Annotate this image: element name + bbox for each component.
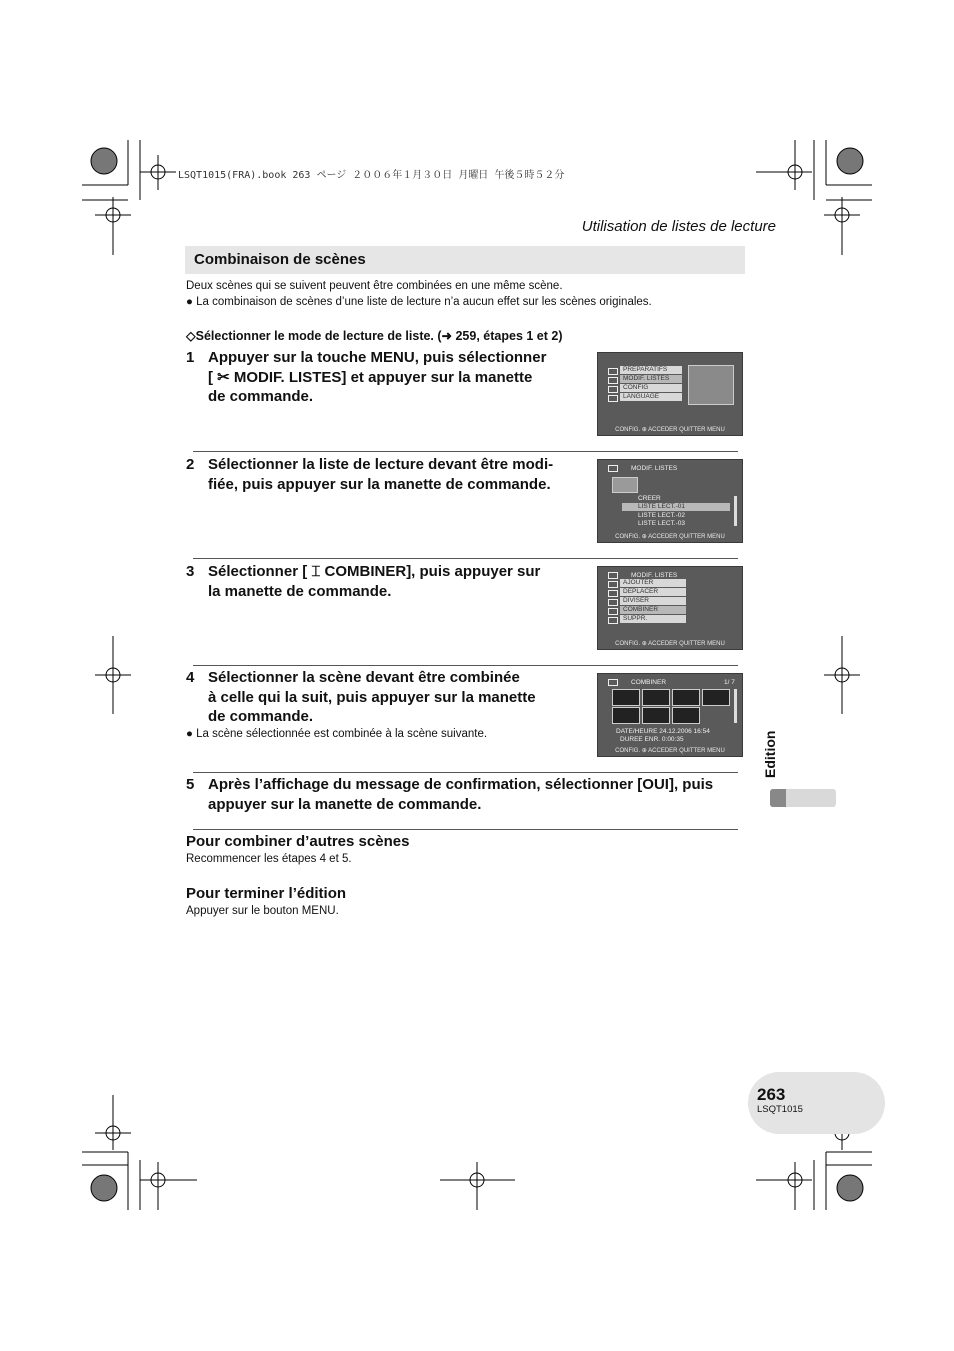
screen-title: COMBINER [631,679,667,686]
screen-footer: CONFIG. ⊕ ACCEDER QUITTER MENU [615,641,725,647]
scene-thumbnail [612,707,640,724]
prerequisite: ◇Sélectionner le mode de lecture de liste. (➜ 259, étapes 1 et 2) [186,329,563,343]
screen-combine [597,673,743,757]
scene-thumbnail [672,707,700,724]
scene-thumbnail [642,707,670,724]
section-intro: Deux scènes qui se suivent peuvent être combinées en une même scène. [186,280,563,292]
scissors-icon [608,377,618,384]
step-2-number: 2 [186,456,195,473]
step-3-text [208,562,588,601]
step-separator [193,772,738,773]
scene-date: DATE/HEURE 24.12.2006 16:54 [616,728,710,735]
step-3-line: Sélectionner [ ⌶ COMBINER], puis appuyer sur [208,563,541,580]
step-5-line: appuyer sur la manette de commande. [208,795,482,813]
section-note-text: La combinaison de scènes d’une liste de lecture n’a aucun effet sur les scènes originales. [196,296,652,308]
menu-item: LISTE LECT.-01 [622,503,730,511]
move-icon [608,590,618,597]
combine-icon [608,679,618,686]
menu-item: LANGUAGE [620,393,682,401]
scissors-icon [608,572,618,579]
menu-item: CONFIG [620,384,682,392]
menu-item: LISTE LECT.-03 [638,520,685,527]
subsection-title: Pour terminer l’édition [186,885,347,902]
subsection-title: Pour combiner d’autres scènes [186,833,410,850]
section-note: ● La combinaison de scènes d’une liste de lecture n’a aucun effet sur les scènes originales. [186,296,652,308]
running-head: Utilisation de listes de lecture [581,218,776,235]
menu-item: DEPLACER [620,588,686,596]
step-5-text [208,775,748,814]
menu-item: COMBINER [620,606,686,614]
step-3-number: 3 [186,563,195,580]
step-4-line: de commande. [208,708,314,725]
screen-playlist-select [597,459,743,543]
menu-item: DIVISER [620,597,686,605]
combine-icon [608,608,618,615]
step-1-line: Appuyer sur la touche MENU, puis sélectionner [208,349,547,366]
chapter-tab-marker [770,789,786,807]
menu-item: MODIF. LISTES [620,375,682,383]
step-separator [193,451,738,452]
doc-code: LSQT1015 [757,1104,803,1115]
step-4-line: à celle qui la suit, puis appuyer sur la manette [208,688,536,706]
screen-footer: CONFIG. ⊕ ACCEDER QUITTER MENU [615,748,725,754]
screen-main-menu [597,352,743,436]
step-5-number: 5 [186,776,195,793]
config-icon [608,386,618,393]
screen-edit-menu [597,566,743,650]
language-icon [608,395,618,402]
menu-item: LISTE LECT.-02 [638,512,685,519]
prep-icon [608,368,618,375]
step-separator [193,829,738,830]
subsection-text: Appuyer sur le bouton MENU. [186,905,339,917]
subsection-text: Recommencer les étapes 4 et 5. [186,853,352,865]
prerequisite-text: Sélectionner le mode de lecture de liste. (➜ 259, étapes 1 et 2) [195,329,563,343]
menu-item: AJOUTER [620,579,686,587]
step-2-line: Sélectionner la liste de lecture devant être modi- [208,456,554,473]
trash-icon [608,617,618,624]
divide-icon [608,599,618,606]
step-1-text [208,348,588,407]
scene-duration: DUREE ENR. 0:00:35 [620,736,684,743]
step-4-number: 4 [186,669,195,686]
step-3-line: la manette de commande. [208,582,392,600]
chapter-label: Edition [762,730,778,778]
screen-footer: CONFIG. ⊕ ACCEDER QUITTER MENU [615,427,725,433]
add-icon [608,581,618,588]
scrollbar [734,496,737,526]
screen-footer: CONFIG. ⊕ ACCEDER QUITTER MENU [615,534,725,540]
scene-thumbnail [672,689,700,706]
step-4-note: ● La scène sélectionnée est combinée à la scène suivante. [186,728,488,740]
step-2-line: fiée, puis appuyer sur la manette de commande. [208,475,551,493]
step-4-line: Sélectionner la scène devant être combinée [208,669,520,686]
section-title: Combinaison de scènes [194,251,366,268]
scene-thumbnail [642,689,670,706]
menu-item: SUPPR. [620,615,686,623]
print-header: LSQT1015(FRA).book 263 ページ ２００６年１月３０日 月曜日 午後５時５２分 [178,170,565,181]
scene-counter: 1/ 7 [724,679,735,686]
step-1-number: 1 [186,349,195,366]
scene-thumbnail [702,689,730,706]
screen-title: MODIF. LISTES [631,572,678,579]
step-1-line: [ ✂ MODIF. LISTES] et appuyer sur la manette [208,368,533,386]
scene-thumbnail [612,689,640,706]
scissors-icon [608,465,618,472]
step-1-line: de commande. [208,388,314,405]
preview-thumbnail [688,365,734,405]
step-4-note-text: La scène sélectionnée est combinée à la scène suivante. [196,728,488,740]
step-separator [193,665,738,666]
step-separator [193,558,738,559]
screen-title: MODIF. LISTES [631,465,678,472]
scrollbar [734,689,737,723]
playlist-thumbnail [612,477,638,493]
step-2-text [208,455,588,494]
menu-item: CREER [638,495,661,502]
page-number: 263 [757,1085,786,1104]
step-5-line: Après l’affichage du message de confirmation, sélectionner [OUI], puis [208,776,714,793]
menu-item: PREPARATIFS [620,366,682,374]
step-4-text [208,668,588,727]
